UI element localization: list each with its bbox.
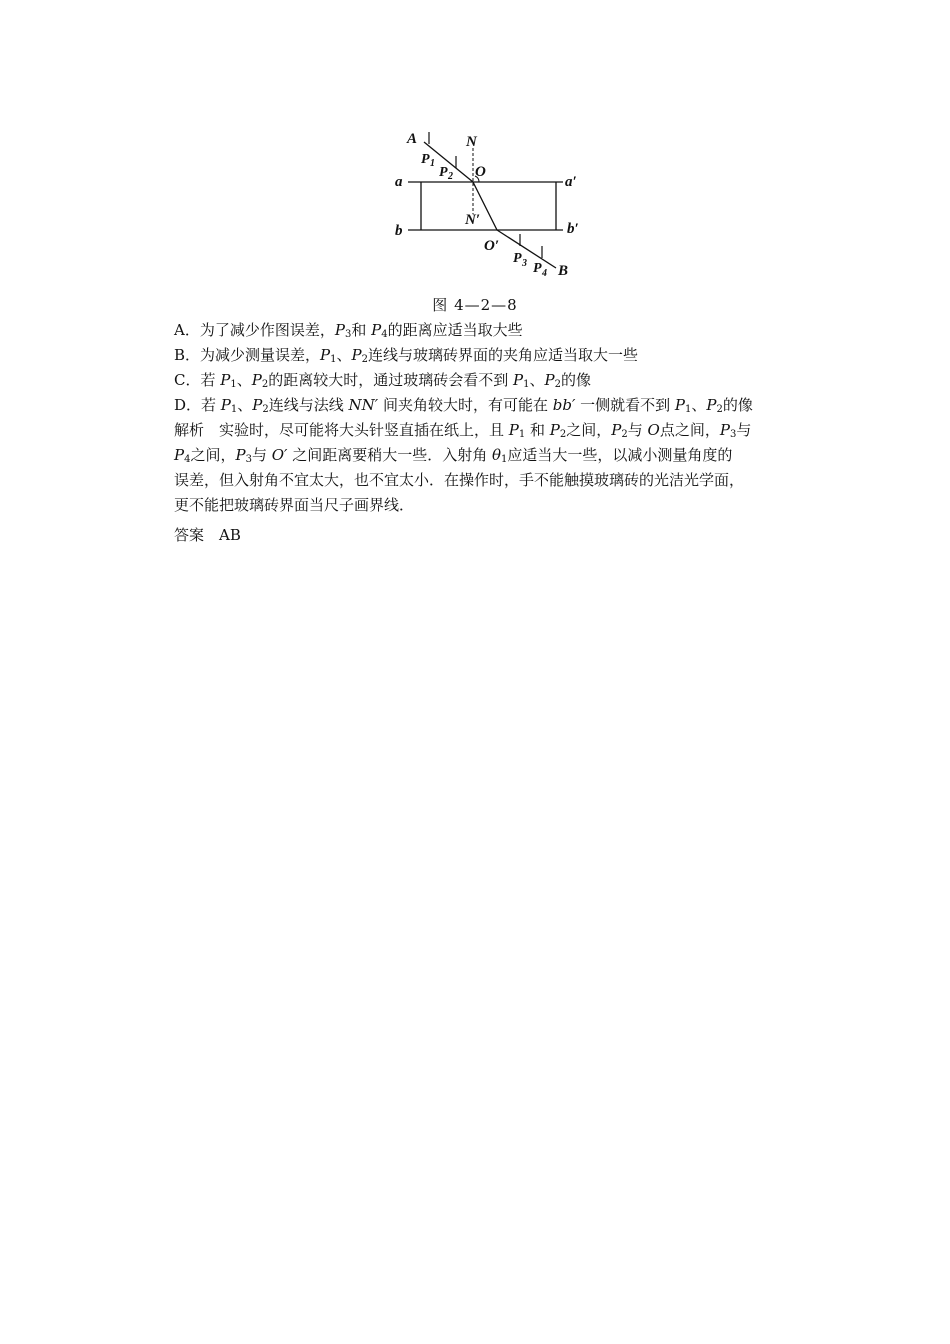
answer: 答案 AB (174, 526, 241, 544)
label-a-prime: a′ (565, 174, 577, 190)
option-d: D．若 P1、P2连线与法线 NN′ 间夹角较大时，有可能在 bb′ 一侧就看不到 P1、P2的像 (174, 396, 753, 415)
analysis-line-4: 更不能把玻璃砖界面当尺子画界线． (174, 496, 415, 514)
analysis-line-2: P4之间，P3与 O′ 之间距离要稍大一些．入射角 θ1应适当大一些，以减小测量角度的 (174, 446, 733, 465)
refraction-diagram (380, 126, 600, 286)
label-O: O (475, 164, 486, 180)
label-P2-sub: 2 (448, 171, 453, 182)
label-P4: P (533, 261, 542, 276)
label-N-prime: N′ (465, 212, 481, 228)
label-b-prime: b′ (567, 221, 579, 237)
label-O-prime: O′ (484, 238, 500, 254)
label-P3: P (513, 251, 522, 266)
label-a: a (395, 174, 403, 190)
label-P2: P (439, 165, 448, 180)
diagram-svg (380, 126, 600, 286)
analysis-line-1: 解析 实验时，尽可能将大头针竖直插在纸上，且 P1 和 P2之间，P2与 O点之间，P3与 (174, 421, 752, 440)
label-P3-sub: 3 (522, 258, 527, 269)
label-P4-sub: 4 (542, 268, 547, 279)
label-A: A (407, 131, 418, 147)
label-B: B (558, 263, 569, 279)
label-P1-sub: 1 (430, 158, 435, 169)
label-N: N (466, 134, 477, 150)
label-P1: P (421, 152, 430, 167)
option-a: A．为了减少作图误差，P3和 P4的距离应适当取大些 (174, 321, 523, 340)
label-b: b (395, 223, 403, 239)
option-c: C．若 P1、P2的距离较大时，通过玻璃砖会看不到 P1、P2的像 (174, 371, 591, 390)
figure-caption: 图 4—2—8 (432, 296, 518, 314)
analysis-line-3: 误差，但入射角不宜太大，也不宜太小．在操作时，手不能触摸玻璃砖的光洁光学面， (174, 471, 745, 489)
option-b: B．为减少测量误差，P1、P2连线与玻璃砖界面的夹角应适当取大一些 (174, 346, 638, 365)
